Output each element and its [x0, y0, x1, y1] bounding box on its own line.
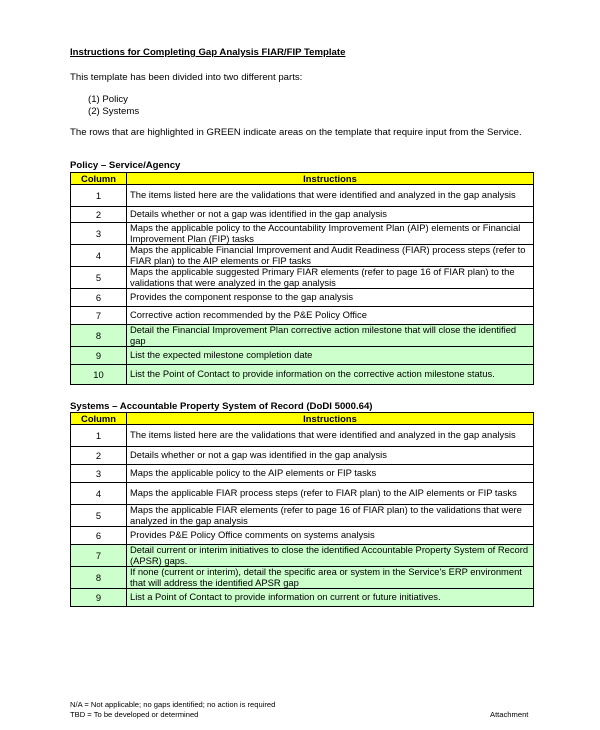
table-row [71, 223, 534, 245]
instruction-text: List a Point of Contact to provide information on current or future initiatives. [127, 589, 534, 607]
column-header: Column [71, 173, 127, 185]
table-row [71, 207, 534, 223]
column-number: 5 [71, 505, 127, 527]
instruction-text: Maps the applicable Financial Improvement and Audit Readiness (FIAR) process steps (refer to FIAR plan) to the AIP elements or FIP tasks [127, 245, 534, 267]
intro-text: This template has been divided into two different parts: [70, 72, 303, 83]
table-row [71, 365, 534, 385]
table-row [71, 465, 534, 483]
instruction-text: List the Point of Contact to provide information on the corrective action milestone status. [127, 365, 534, 385]
instructions-header: Instructions [127, 413, 534, 425]
instruction-text: Detail current or interim initiatives to close the identified Accountable Property System of Record (APSR) gaps. [127, 545, 534, 567]
instruction-text: Maps the applicable FIAR process steps (refer to FIAR plan) to the AIP elements or FIP tasks [127, 483, 534, 505]
instruction-text: Detail the Financial Improvement Plan corrective action milestone that will close the identified gap [127, 325, 534, 347]
table-row [71, 289, 534, 307]
column-number: 8 [71, 567, 127, 589]
instruction-text: Maps the applicable policy to the Accountability Improvement Plan (AIP) elements or Financial Improvement Plan (FIP) tasks [127, 223, 534, 245]
instruction-text: Maps the applicable suggested Primary FIAR elements (refer to page 16 of FIAR plan) to the validations that were analyzed in the gap analysis [127, 267, 534, 289]
instruction-text: List the expected milestone completion date [127, 347, 534, 365]
instruction-text: Provides the component response to the gap analysis [127, 289, 534, 307]
table-row [71, 325, 534, 347]
table-row [71, 505, 534, 527]
table-row [71, 185, 534, 207]
footnote-tbd: TBD = To be developed or determined [70, 710, 199, 719]
instruction-text: The items listed here are the validations that were identified and analyzed in the gap analysis [127, 425, 534, 447]
column-number: 10 [71, 365, 127, 385]
attachment-label: Attachment [490, 710, 529, 719]
column-number: 1 [71, 185, 127, 207]
column-number: 7 [71, 545, 127, 567]
column-number: 6 [71, 527, 127, 545]
column-header: Column [71, 413, 127, 425]
column-number: 2 [71, 447, 127, 465]
systems-table [70, 412, 534, 607]
part-item: (1) Policy [88, 94, 128, 105]
column-number: 4 [71, 483, 127, 505]
instruction-text: Details whether or not a gap was identified in the gap analysis [127, 447, 534, 465]
table-row [71, 545, 534, 567]
table-row [71, 307, 534, 325]
footnote-na: N/A = Not applicable; no gaps identified; no action is required [70, 700, 276, 709]
policy-table [70, 172, 534, 385]
instruction-text: Maps the applicable policy to the AIP elements or FIP tasks [127, 465, 534, 483]
policy-heading: Policy – Service/Agency [70, 160, 181, 171]
table-row [71, 267, 534, 289]
instruction-text: If none (current or interim), detail the specific area or system in the Service's ERP environment that will address the identified APSR gap [127, 567, 534, 589]
column-number: 3 [71, 223, 127, 245]
instruction-text: Corrective action recommended by the P&E Policy Office [127, 307, 534, 325]
table-row [71, 347, 534, 365]
part-item: (2) Systems [88, 106, 140, 117]
column-number: 1 [71, 425, 127, 447]
instruction-text: Provides P&E Policy Office comments on systems analysis [127, 527, 534, 545]
instruction-text: Details whether or not a gap was identified in the gap analysis [127, 207, 534, 223]
column-number: 8 [71, 325, 127, 347]
column-number: 9 [71, 347, 127, 365]
column-number: 3 [71, 465, 127, 483]
green-note: The rows that are highlighted in GREEN indicate areas on the template that require input from the Service. [70, 127, 522, 138]
systems-heading: Systems – Accountable Property System of Record (DoDI 5000.64) [70, 401, 373, 412]
parts-list [88, 94, 139, 118]
table-row [71, 425, 534, 447]
table-row [71, 245, 534, 267]
instructions-header: Instructions [127, 173, 534, 185]
document-title: Instructions for Completing Gap Analysis FIAR/FIP Template [70, 47, 346, 58]
table-header-row [71, 413, 534, 425]
table-row [71, 447, 534, 465]
table-row [71, 483, 534, 505]
column-number: 2 [71, 207, 127, 223]
column-number: 4 [71, 245, 127, 267]
table-row [71, 527, 534, 545]
table-row [71, 567, 534, 589]
column-number: 5 [71, 267, 127, 289]
column-number: 9 [71, 589, 127, 607]
table-header-row [71, 173, 534, 185]
column-number: 7 [71, 307, 127, 325]
instruction-text: The items listed here are the validations that were identified and analyzed in the gap analysis [127, 185, 534, 207]
column-number: 6 [71, 289, 127, 307]
instruction-text: Maps the applicable FIAR elements (refer to page 16 of FIAR plan) to the validations that were analyzed in the gap analysis [127, 505, 534, 527]
table-row [71, 589, 534, 607]
